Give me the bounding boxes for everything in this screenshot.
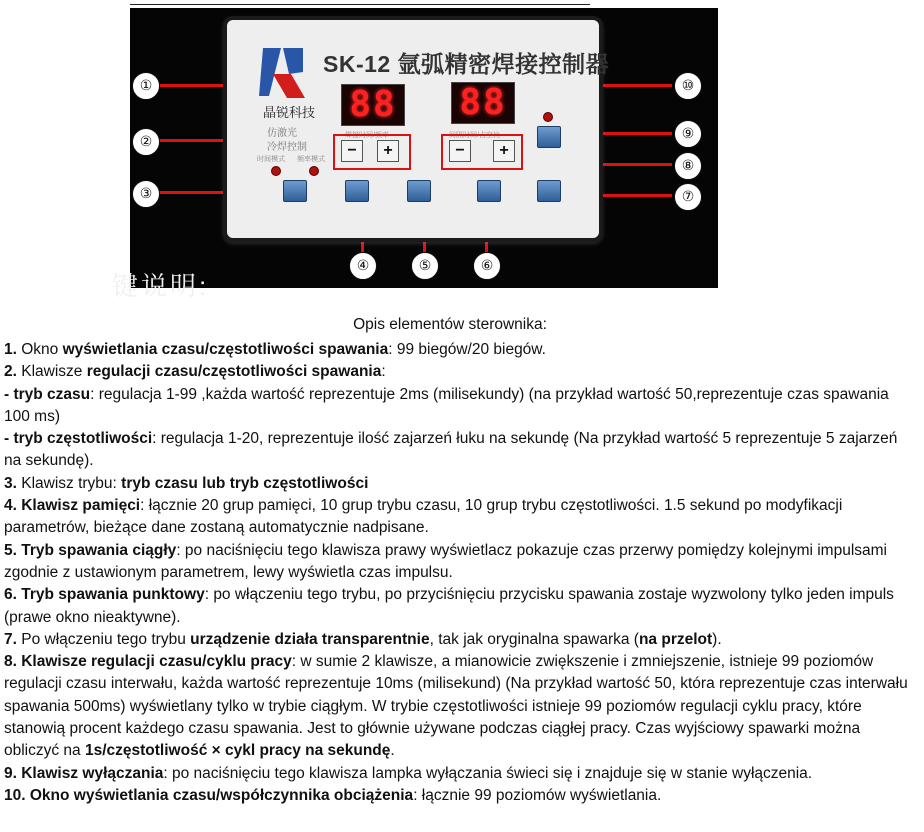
left-display: 88 (341, 84, 405, 126)
memory-key[interactable] (345, 180, 369, 202)
device-model: SK-12 氩弧精密焊接控制器 (323, 51, 610, 77)
frequency-mode-led (309, 166, 319, 176)
callout-5: ⑤ (411, 252, 439, 280)
spot-mode-key[interactable] (477, 180, 501, 202)
item-8: 8. Klawisze regulacji czasu/cyklu pracy: w sumie 2 klawisze, a mianowicie zwiększenie i zmniejszenie, istnieje 99 poziomów regulacji czasu interwału, każda wartość reprezentuje 10ms (milisekund) (Na przykład wartość 50, która reprezentuje czas interwału spawania 500ms) wyświetlany tylko w trybie ciągłym. W trybie częstotliwości istnieje 99 poziomów regulacji cyklu pracy, które stanowią procent każdego czasu spawania. Jest to głównie używane podczas ciągłej pracy. Czas wyjściowy spawarki można obliczyć na 1s/częstotliwość × cykl pracy na sekundę. (4, 653, 908, 760)
callout-9: ⑨ (674, 120, 702, 148)
left-minus-button[interactable]: − (341, 140, 363, 162)
callout-2: ② (132, 128, 160, 156)
device-company: 晶锐科技 (263, 105, 316, 120)
mode-label-right: 频率模式 (297, 156, 325, 163)
controller-photo (112, 8, 718, 301)
left-adjust-highlight (333, 134, 411, 170)
right-display: 88 (451, 82, 515, 124)
item-5: 5. Tryb spawania ciągły: po naciśnięciu tego klawisza prawy wyświetlacz pokazuje czas przerwy pomiędzy kolejnymi impulsami zgodnie z ustawionym parametrem, lewy wyświetla czas impulsu. (4, 541, 888, 581)
description (4, 339, 916, 807)
callout-3: ③ (132, 180, 160, 208)
device-subtitle-1: 仿激光 (267, 128, 297, 139)
continuous-mode-key[interactable] (407, 180, 431, 202)
item-1: 1. Okno wyświetlania czasu/częstotliwości spawania: 99 biegów/20 biegów. (4, 341, 546, 358)
item-4: 4. Klawisz pamięci: łącznie 20 grup pamięci, 10 grup trybu czasu, 10 grup trybu częstotliwości. 1.5 sekund po modyfikacji parametrów, bieżące dane zostaną automatycznie nadpisane. (4, 497, 843, 537)
photo-overlay-text: 键说明: (112, 271, 210, 301)
doc-title: Opis elementów sterownika: (353, 316, 547, 333)
item-6: 6. Tryb spawania punktowy: po włączeniu tego trybu, po przyciśnięciu przycisku spawania zostaje wyzwolony tylko jeden impuls (prawe okno nieaktywne). (4, 586, 894, 626)
right-minus-button[interactable]: − (449, 140, 471, 162)
time-mode-led (271, 166, 281, 176)
device-subtitle-2: 冷焊控制 (267, 142, 307, 153)
mode-key[interactable] (283, 180, 307, 202)
right-plus-button[interactable]: + (493, 140, 515, 162)
right-display-label: 间隔时间/占空比 (449, 132, 500, 139)
item-9: 9. Klawisz wyłączania: po naciśnięciu tego klawisza lampka wyłączania świeci się i znajduje się w stanie wyłączenia. (4, 764, 813, 782)
off-led (543, 112, 553, 122)
left-display-label: 焊接时间/频率 (345, 132, 389, 139)
item-2-frequency-mode: - tryb częstotliwości: regulacja 1-20, reprezentuje ilość zajarzeń łuku na sekundę (Na przykład wartość 5 reprezentuje 5 zajarzeń na sekundę). (4, 430, 898, 470)
item-10: 10. Okno wyświetlania czasu/współczynnika obciążenia: łącznie 99 poziomów wyświetlania. (4, 786, 662, 804)
callout-7: ⑦ (674, 183, 702, 211)
right-adjust-highlight (441, 134, 523, 170)
item-7: 7. Po włączeniu tego trybu urządzenie działa transparentnie, tak jak oryginalna spawarka (na przelot). (4, 630, 722, 648)
callout-6: ⑥ (473, 252, 501, 280)
mode-label-left: 时间模式 (257, 156, 285, 163)
transparent-mode-key[interactable] (537, 180, 561, 202)
logo-icon (259, 44, 307, 100)
callout-4: ④ (349, 252, 377, 280)
callout-8: ⑧ (674, 152, 702, 180)
item-3: 3. Klawisz trybu: tryb czasu lub tryb częstotliwości (4, 474, 369, 492)
controller-panel (223, 16, 610, 242)
callout-10: ⑩ (674, 72, 702, 100)
item-2-time-mode: - tryb czasu: regulacja 1-99 ,każda wartość reprezentuje 2ms (milisekundy) (na przykład wartość 50,reprezentuje czas spawania 100 ms) (4, 385, 889, 425)
left-plus-button[interactable]: + (377, 140, 399, 162)
item-2: 2. Klawisze regulacji czasu/częstotliwości spawania: (4, 363, 386, 381)
off-key[interactable] (537, 126, 561, 148)
top-rule (130, 4, 590, 5)
callout-1: ① (132, 72, 160, 100)
